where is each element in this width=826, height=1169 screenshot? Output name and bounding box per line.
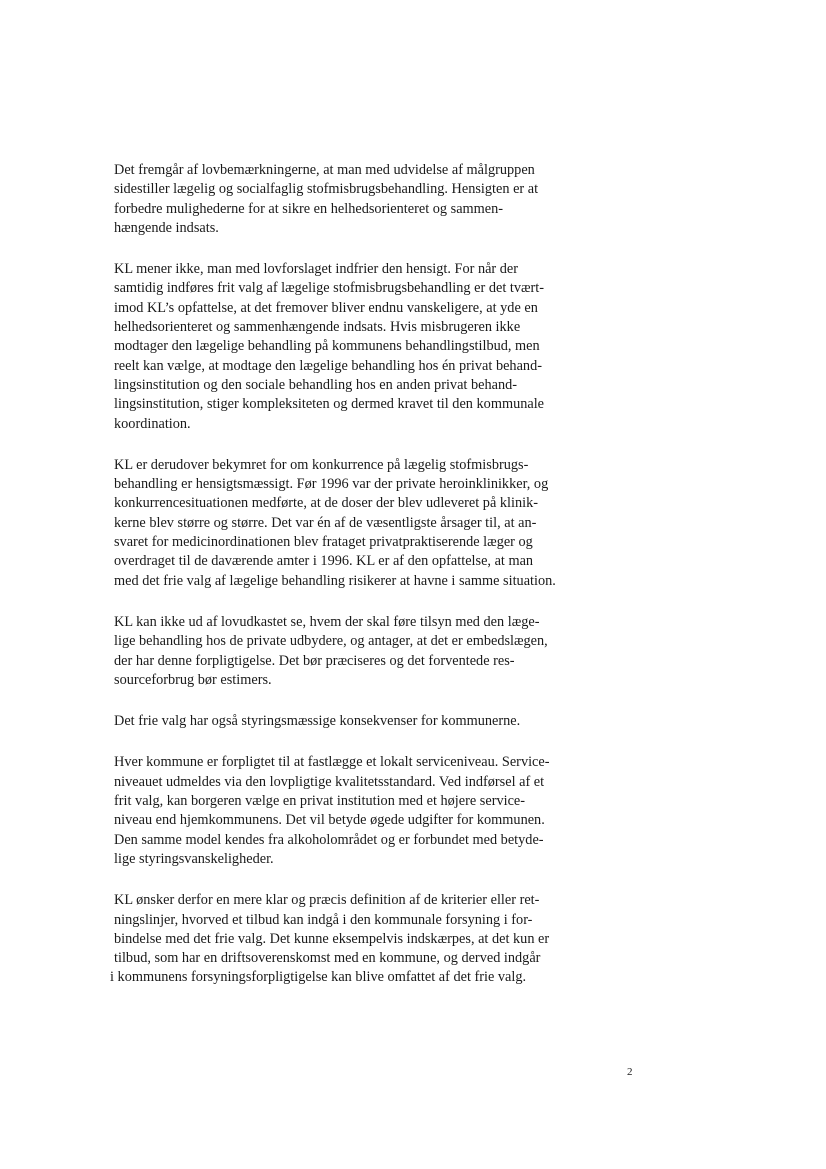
text-line: lige styringsvanskeligheder. xyxy=(114,850,274,867)
text-line: imod KL’s opfattelse, at det fremover bliver endnu vanskeligere, at yde en xyxy=(114,299,538,316)
paragraph-competition xyxy=(114,456,604,591)
paragraph-governance xyxy=(114,712,604,731)
paragraph-service-level xyxy=(114,753,604,869)
paragraph-target-group xyxy=(114,161,604,238)
text-line: frit valg, kan borgeren vælge en privat institution med et højere service- xyxy=(114,793,526,810)
text-line: konkurrencesituationen medførte, at de doser der blev udleveret på klinik- xyxy=(114,495,538,512)
text-line: hængende indsats. xyxy=(114,219,219,236)
text-line: med det frie valg af lægelige behandling risikerer at havne i samme situation. xyxy=(114,572,556,589)
text-line: svaret for medicinordinationen blev frataget privatpraktiserende læger og xyxy=(114,534,533,551)
text-line: forbedre mulighederne for at sikre en helhedsorienteret og sammen- xyxy=(114,200,504,217)
text-line: KL ønsker derfor en mere klar og præcis definition af de kriterier eller ret- xyxy=(114,892,540,909)
text-line: Hver kommune er forpligtet til at fastlægge et lokalt serviceniveau. Service- xyxy=(114,754,550,771)
text-line: behandling er hensigtsmæssigt. Før 1996 var der private heroinklinikker, og xyxy=(114,476,549,493)
text-line: ningslinjer, hvorved et tilbud kan indgå i den kommunale forsyning i for- xyxy=(114,911,533,928)
text-line: bindelse med det frie valg. Det kunne eksempelvis indskærpes, at det kun er xyxy=(114,930,550,947)
body-text xyxy=(110,161,604,1010)
text-line: helhedsorienteret og sammenhængende indsats. Hvis misbrugeren ikke xyxy=(114,319,521,336)
paragraph-coordination xyxy=(114,260,604,434)
text-line: niveauet udmeldes via den lovpligtige kvalitetsstandard. Ved indførsel af et xyxy=(114,773,545,790)
text-line: lingsinstitution og den sociale behandling hos en anden privat behand- xyxy=(114,376,518,393)
text-line: der har denne forpligtigelse. Det bør præciseres og det forventede res- xyxy=(114,652,515,669)
text-line: KL mener ikke, man med lovforslaget indfrier den hensigt. For når der xyxy=(114,261,519,278)
text-line: KL er derudover bekymret for om konkurrence på lægelig stofmisbrugs- xyxy=(114,456,529,473)
text-line: niveau end hjemkommunens. Det vil betyde øgede udgifter for kommunen. xyxy=(114,812,545,829)
text-line: lige behandling hos de private udbydere, og antager, at det er embedslægen, xyxy=(114,633,548,650)
text-line: overdraget til de daværende amter i 1996. KL er af den opfattelse, at man xyxy=(114,553,534,570)
text-line: Den samme model kendes fra alkoholområdet og er forbundet med betyde- xyxy=(114,831,544,848)
text-line: Det fremgår af lovbemærkningerne, at man med udvidelse af målgruppen xyxy=(114,162,535,178)
text-line: sidestiller lægelig og socialfaglig stofmisbrugsbehandling. Hensigten er at xyxy=(114,181,539,198)
text-line: samtidig indføres frit valg af lægelige stofmisbrugsbehandling er det tvært- xyxy=(114,280,545,297)
text-line: tilbud, som har en driftsoverenskomst med en kommune, og derved indgår xyxy=(114,950,541,967)
text-line: modtager den lægelige behandling på kommunens behandlingstilbud, men xyxy=(114,338,540,355)
text-line: reelt kan vælge, at modtage den lægelige behandling hos én privat behand- xyxy=(114,357,542,374)
paragraph-criteria xyxy=(110,891,604,987)
text-line: lingsinstitution, stiger kompleksiteten og dermed kravet til den kommunale xyxy=(114,396,545,413)
text-line: kerne blev større og større. Det var én af de væsentligste årsager til, at an- xyxy=(114,514,537,531)
text-line: i kommunens forsyningsforpligtigelse kan blive omfattet af det frie valg. xyxy=(110,969,527,986)
text-line: KL kan ikke ud af lovudkastet se, hvem der skal føre tilsyn med den læge- xyxy=(114,613,540,630)
paragraph-supervision xyxy=(114,613,604,690)
page-number: 2 xyxy=(627,1066,633,1078)
text-line: sourceforbrug bør estimers. xyxy=(114,671,272,688)
text-line: Det frie valg har også styringsmæssige konsekvenser for kommunerne. xyxy=(114,713,521,730)
text-line: koordination. xyxy=(114,415,191,432)
